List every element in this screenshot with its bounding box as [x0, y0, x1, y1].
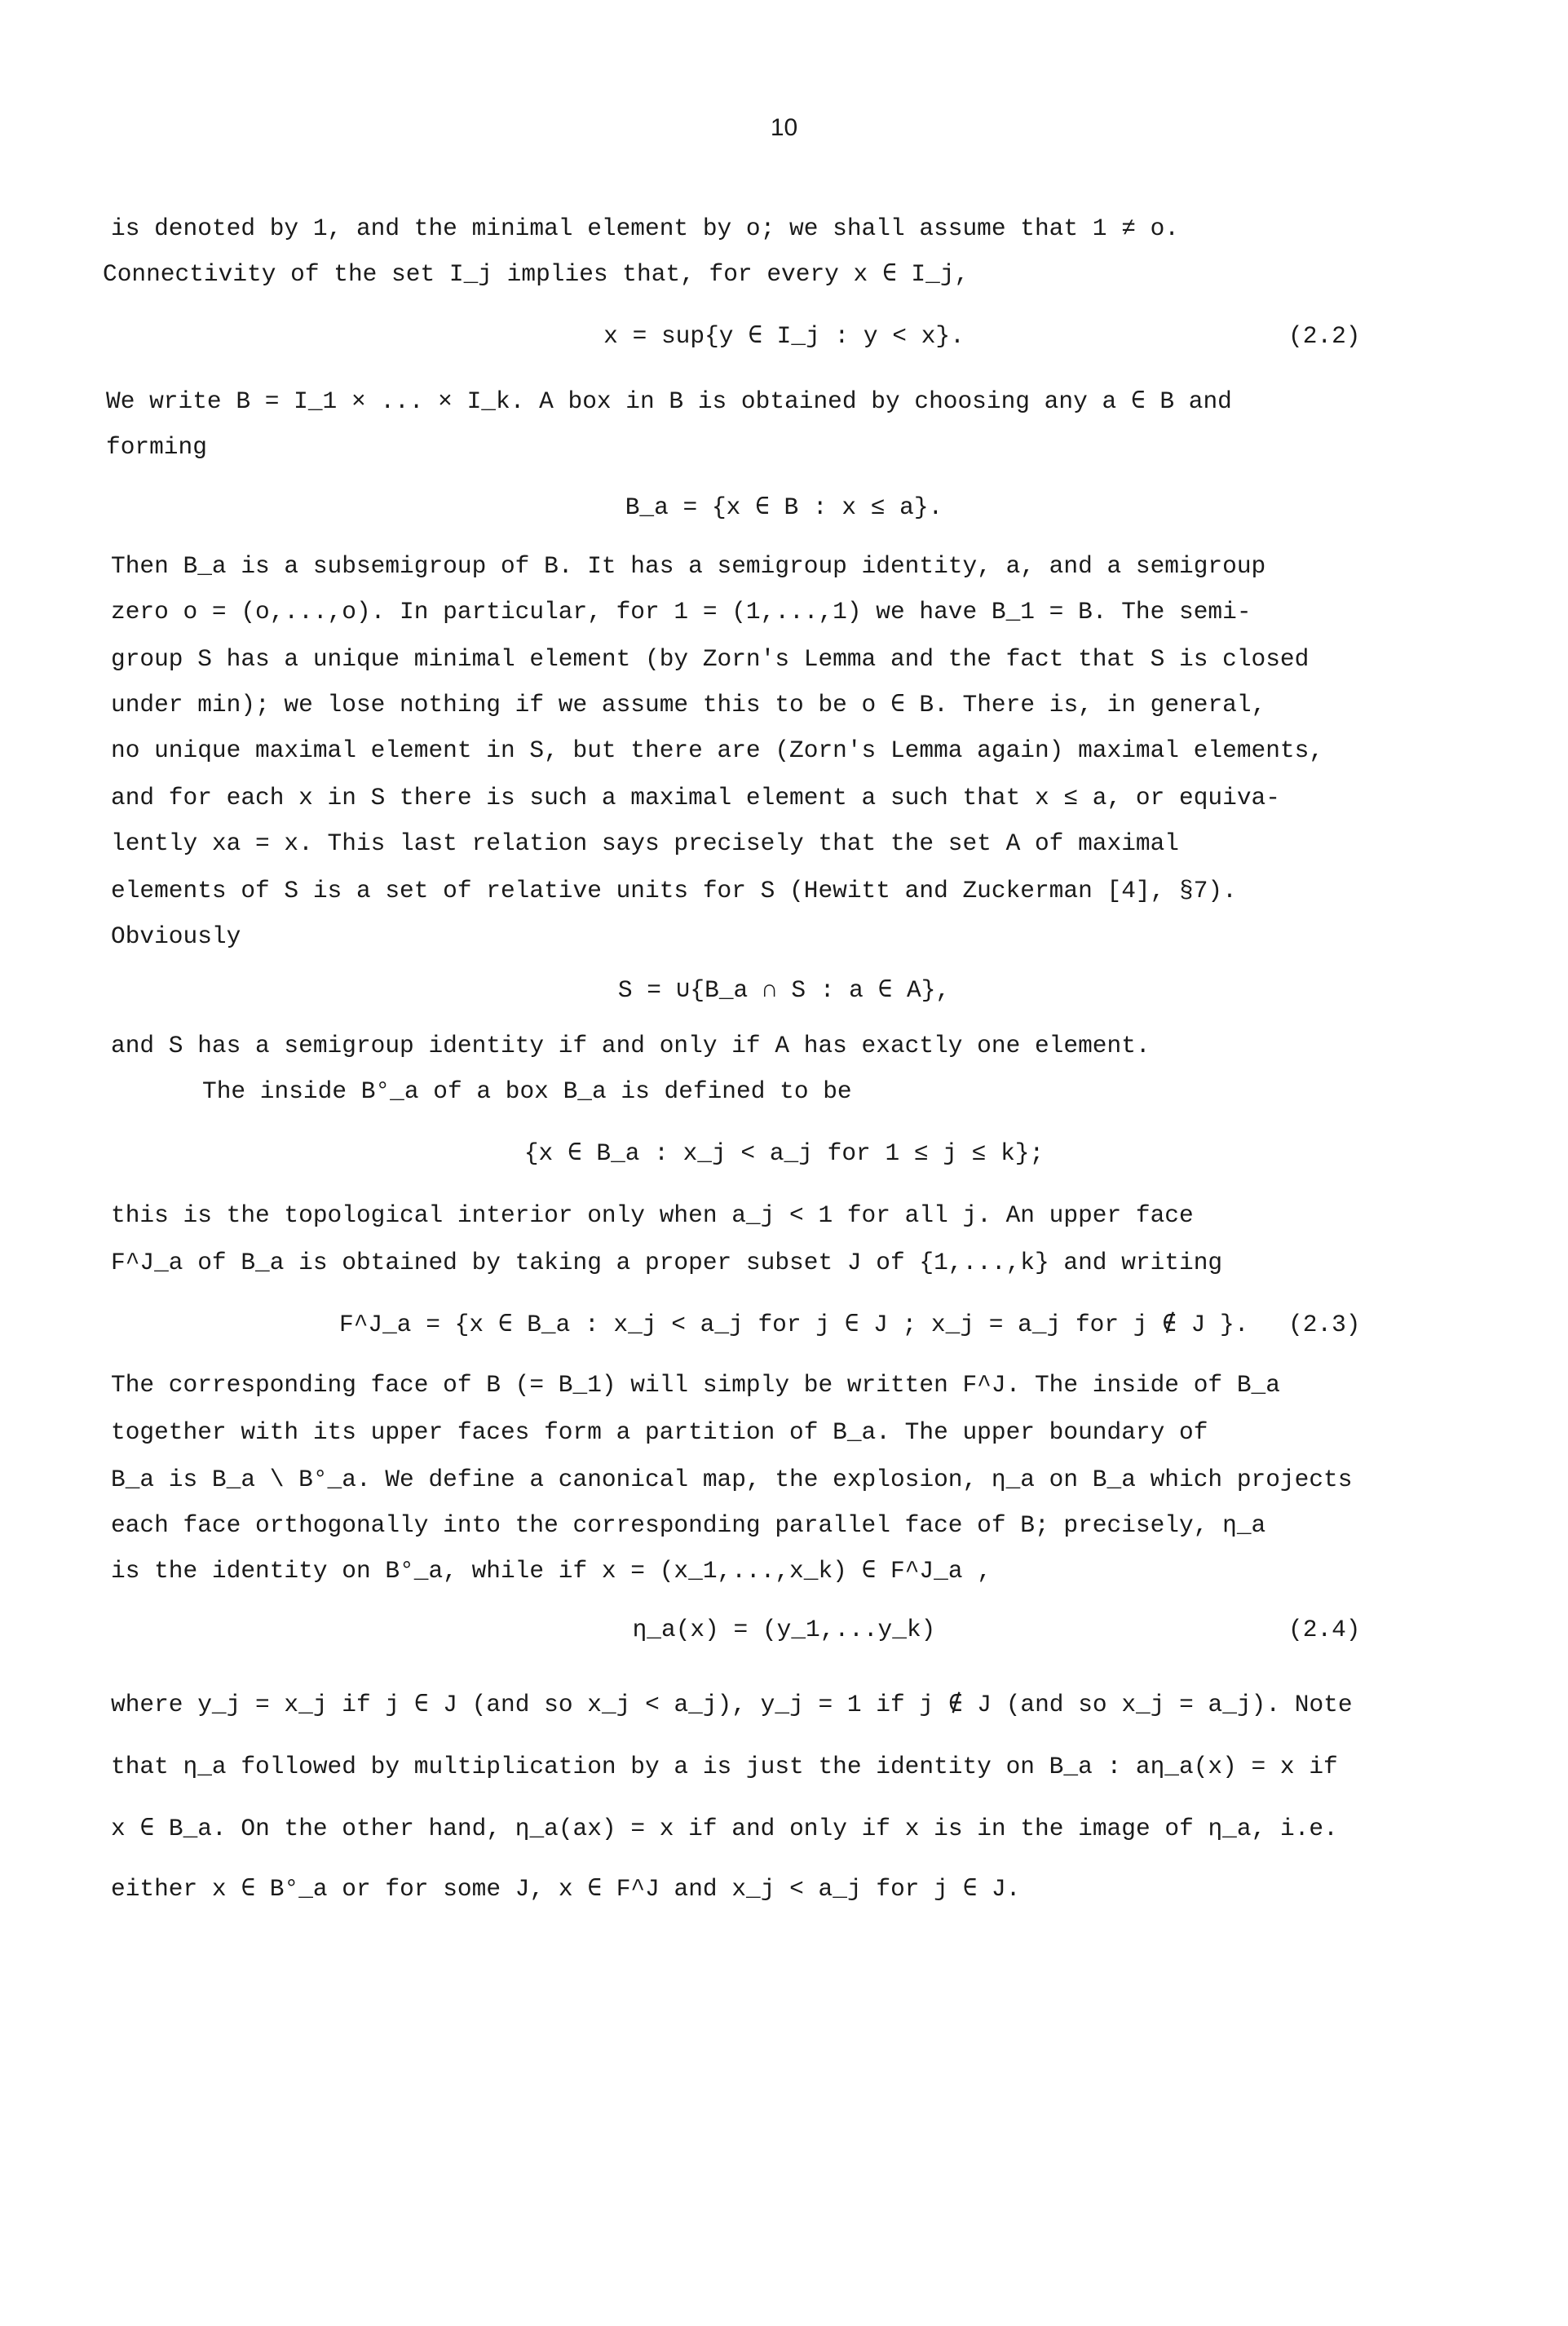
text-line-18: The inside B°_a of a box B_a is defined to be	[202, 1077, 852, 1105]
text-line-2: Connectivity of the set I_j implies that, for every x ∈ I_j,	[103, 260, 970, 288]
text-line-9: group S has a unique minimal element (by Zorn's Lemma and the fact that S is closed	[111, 645, 1310, 673]
text-line-8: zero o = (o,...,o). In particular, for 1 = (1,...,1) we have B_1 = B. The semi-	[111, 598, 1252, 626]
text-line-29: where y_j = x_j if j ∈ J (and so x_j < a_j), y_j = 1 if j ∉ J (and so x_j = a_j). Note	[111, 1691, 1353, 1718]
text-line-21: F^J_a of B_a is obtained by taking a proper subset J of {1,...,k} and writing	[111, 1249, 1223, 1276]
text-line-17: and S has a semigroup identity if and only if A has exactly one element.	[111, 1032, 1151, 1059]
text-line-4: We write B = I_1 × ... × I_k. A box in B is obtained by choosing any a ∈ B and	[106, 387, 1232, 415]
equation-union: S = ∪{B_a ∩ S : a ∈ A},	[617, 976, 951, 1004]
text-line-27: is the identity on B°_a, while if x = (x_1,...,x_k) ∈ F^J_a ,	[111, 1557, 992, 1585]
text-line-24: together with its upper faces form a partition of B_a. The upper boundary of	[111, 1418, 1208, 1446]
equation-inside: {x ∈ B_a : x_j < a_j for 1 ≤ j ≤ k};	[523, 1139, 1045, 1167]
text-line-1: is denoted by 1, and the minimal element by o; we shall assume that 1 ≠ o.	[111, 214, 1180, 242]
text-line-7: Then B_a is a subsemigroup of B. It has a semigroup identity, a, and a semigroup	[111, 552, 1266, 580]
page-number: 10	[770, 114, 798, 141]
text-line-25: B_a is B_a \ B°_a. We define a canonical map, the explosion, η_a on B_a which projects	[111, 1466, 1353, 1493]
text-line-31: x ∈ B_a. On the other hand, η_a(ax) = x if and only if x is in the image of η_a, i.e.	[111, 1815, 1338, 1842]
text-line-23: The corresponding face of B (= B_1) will simply be written F^J. The inside of B_a	[111, 1371, 1280, 1399]
text-line-20: this is the topological interior only when a_j < 1 for all j. An upper face	[111, 1201, 1194, 1229]
text-line-30: that η_a followed by multiplication by a is just the identity on B_a : aη_a(x) = x if	[111, 1753, 1338, 1780]
equation-box-definition: B_a = {x ∈ B : x ≤ a}.	[625, 493, 943, 521]
text-line-12: and for each x in S there is such a maximal element a such that x ≤ a, or equiva-	[111, 784, 1280, 811]
text-line-10: under min); we lose nothing if we assume this to be o ∈ B. There is, in general,	[111, 691, 1266, 719]
text-line-11: no unique maximal element in S, but there are (Zorn's Lemma again) maximal elements,	[111, 736, 1324, 764]
text-line-13: lently xa = x. This last relation says precisely that the set A of maximal	[111, 829, 1180, 857]
text-line-32: either x ∈ B°_a or for some J, x ∈ F^J and x_j < a_j for j ∈ J.	[111, 1875, 1021, 1903]
equation-label-2-4: (2.4)	[1288, 1616, 1361, 1643]
equation-2-4: η_a(x) = (y_1,...y_k)	[632, 1616, 936, 1643]
equation-2-2: x = sup{y ∈ I_j : y < x}.	[603, 322, 965, 350]
text-line-15: Obviously	[111, 922, 241, 950]
text-line-14: elements of S is a set of relative units for S (Hewitt and Zuckerman [4], §7).	[111, 877, 1237, 904]
equation-label-2-3: (2.3)	[1288, 1311, 1361, 1338]
text-line-26: each face orthogonally into the corresponding parallel face of B; precisely, η_a	[111, 1511, 1266, 1539]
equation-2-3: F^J_a = {x ∈ B_a : x_j < a_j for j ∈ J ; x_j = a_j for j ∉ J }.	[339, 1311, 1249, 1338]
equation-label-2-2: (2.2)	[1288, 322, 1361, 350]
text-line-5: forming	[106, 433, 207, 461]
